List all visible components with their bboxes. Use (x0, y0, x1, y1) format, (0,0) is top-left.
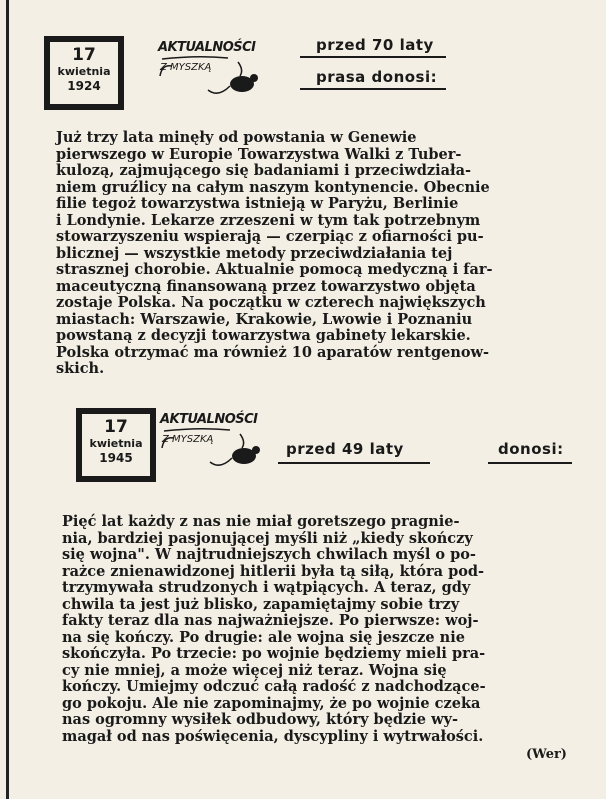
signature: (Wer) (526, 747, 567, 762)
article-line: stowarzyszeniu wspierają — czerpiąc z ofiarności pu- (56, 228, 484, 245)
article-line: powstaną z decyzji towarzystwa gabinety lekarskie. (56, 327, 471, 344)
article-line: kulozą, zajmującego się badaniami i przeciwdziała- (56, 162, 472, 179)
header-reports: donosi: (498, 440, 564, 458)
mouse-icon (158, 40, 266, 102)
date-day: 17 (104, 417, 128, 437)
header-underline (488, 462, 572, 464)
article-line: kończy. Umiejmy odczuć całą radość z nadchodzące- (62, 678, 486, 695)
article-line: cy nie mniej, a może więcej niż teraz. Wojna się (62, 661, 447, 679)
date-box-1945 (76, 408, 156, 482)
article-line: Pięć lat każdy z nas nie miał goretszego pragnie- (62, 513, 460, 530)
date-year: 1924 (67, 79, 101, 93)
logo-title: AKTUALNOŚCI (158, 40, 256, 55)
left-column-rule (6, 0, 9, 799)
aktualnosci-logo-2 (160, 412, 268, 474)
article-line: blicznej — wszystkie metody przeciwdziałania tej (56, 244, 453, 262)
article-line: nas ogromny wysiłek odbudowy, który będzie wy- (62, 711, 458, 728)
article-1945 (62, 514, 580, 745)
date-box-1924 (44, 36, 124, 110)
article-line: chwila ta jest już blisko, zapamiętajmy sobie trzy (62, 595, 460, 613)
logo-subtitle: Z MYSZKĄ (162, 434, 214, 445)
logo-title: AKTUALNOŚCI (160, 412, 258, 427)
article-line: magał od nas poświęcenia, dyscypliny i wytrwałości. (62, 727, 484, 745)
article-line: i Londynie. Lekarze zrzeszeni w tym tak potrzebnym (56, 211, 481, 229)
article-line: na się kończy. Po drugie: ale wojna się jeszcze nie (62, 628, 465, 646)
header-years-ago-2: przed 49 laty (286, 440, 404, 458)
article-line: zostaje Polska. Na początku w czterech największych (56, 294, 486, 311)
header-underline (300, 88, 446, 90)
date-month: kwietnia (57, 65, 111, 78)
header-underline (300, 56, 446, 58)
mouse-icon (160, 412, 268, 474)
article-line: rażce znienawidzonej hitlerii była tą siłą, która pod- (62, 562, 485, 580)
article-line: strasznej chorobie. Aktualnie pomocą medyczną i far- (56, 261, 493, 278)
article-line: skończyła. Po trzecie: po wojnie będziemy mieli pra- (62, 645, 486, 662)
article-line: miastach: Warszawie, Krakowie, Lwowie i Poznaniu (56, 310, 473, 328)
article-line: pierwszego w Europie Towarzystwa Walki z Tuber- (56, 145, 462, 163)
article-line: trzymywała strudzonych i wątpiących. A teraz, gdy (62, 579, 471, 596)
article-line: fakty teraz dla nas najważniejsze. Po pierwsze: woj- (62, 612, 479, 629)
article-line: Już trzy lata minęły od powstania w Genewie (56, 129, 417, 146)
date-day: 17 (72, 45, 96, 65)
article-line: go pokoju. Ale nie zapominajmy, że po wojnie czeka (62, 694, 481, 712)
aktualnosci-logo-1 (158, 40, 266, 102)
article-line: się wojna". W najtrudniejszych chwilach myśl o po- (62, 546, 476, 563)
article-line: niem gruźlicy na całym naszym kontynencie. Obecnie (56, 178, 490, 196)
header-press-reports: prasa donosi: (316, 68, 438, 86)
article-line: Polska otrzymać ma również 10 aparatów rentgenow- (56, 343, 490, 361)
date-year: 1945 (99, 451, 133, 465)
logo-subtitle: Z MYSZKĄ (160, 62, 212, 73)
date-month: kwietnia (89, 437, 143, 450)
article-line: filie tegoż towarzystwa istnieją w Paryżu, Berlinie (56, 195, 459, 212)
header-underline (278, 462, 430, 464)
article-line: nia, bardziej pasjonującej myśli niż „kiedy skończy (62, 529, 473, 547)
header-years-ago-1: przed 70 laty (316, 36, 434, 54)
article-line: maceutyczną finansowaną przez towarzystwo objęta (56, 277, 476, 295)
article-line: skich. (56, 360, 105, 377)
article-1924 (56, 130, 578, 378)
